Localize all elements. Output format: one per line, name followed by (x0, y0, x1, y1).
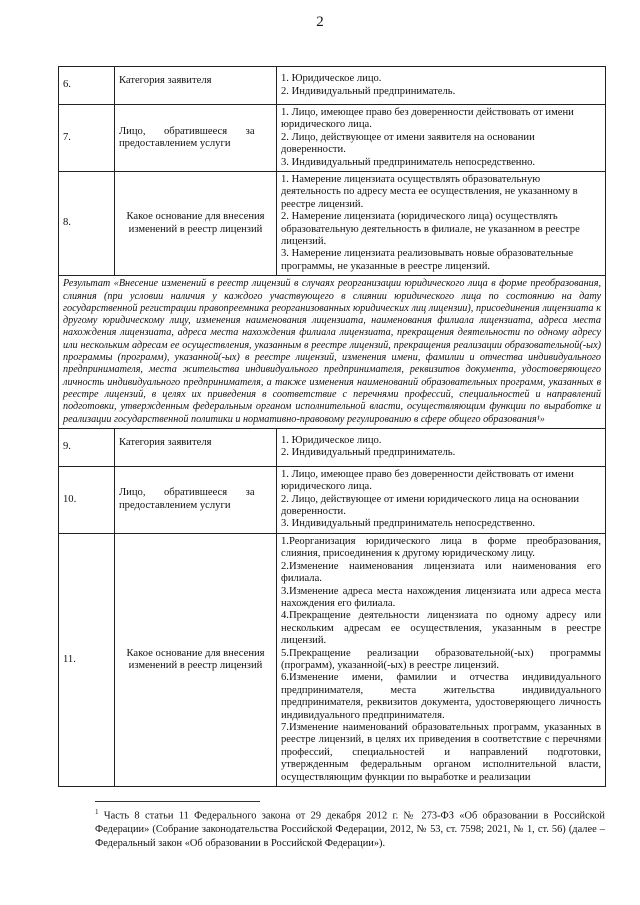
list-item: 4.Прекращение деятельности лицензиата по одному адресу или нескольким адресам ее осуществления, указанным в реестре лицензий. (281, 610, 601, 647)
row-content (277, 172, 606, 276)
list-item: 2. Индивидуальный предприниматель. (281, 447, 456, 459)
row-label-line: Лицо, обратившееся за (119, 125, 255, 137)
footnote-text: Часть 8 статьи 11 Федерального закона от 29 декабря 2012 г. № 273-ФЗ «Об образовании в Российской Федерации» (Собрание законодательства Российской Федерации, 2012, № 53, ст. 7598; 2021, № 1, ст. 56) (далее – Федеральный закон «Об образовании в Российской Федерации»). (95, 810, 605, 849)
row-label: Категория заявителя (115, 67, 277, 105)
table-row (59, 276, 606, 429)
list-item: 3. Индивидуальный предприниматель непосредственно. (281, 518, 536, 530)
row-content (277, 533, 606, 786)
page-number: 2 (316, 14, 324, 30)
list-item: 3. Индивидуальный предприниматель непосредственно. (281, 156, 536, 168)
table-row (59, 466, 606, 533)
table-row (59, 428, 606, 466)
table-row (59, 533, 606, 786)
row-number: 11. (59, 533, 115, 786)
footnote-mark: 1 (95, 808, 99, 816)
row-number: 9. (59, 428, 115, 466)
list-item: 1.Реорганизация юридического лица в форме преобразования, слияния, присоединения к другому юридическому лицу. (281, 535, 601, 560)
row-label-line: предоставлением услуги (119, 499, 231, 511)
row-label (115, 466, 277, 533)
footnote (95, 806, 605, 850)
row-number: 6. (59, 67, 115, 105)
table-row (59, 105, 606, 172)
list-item: 2.Изменение наименования лицензиата или наименования его филиала. (281, 560, 601, 585)
row-label: Какое основание для внесения изменений в реестр лицензий (115, 172, 277, 276)
list-item: 2. Намерение лицензиата (юридического лица) осуществлять образовательную деятельность в филиале, не указанном в реестре лицензий. (281, 211, 580, 248)
row-label-line: предоставлением услуги (119, 138, 231, 150)
list-item: 7.Изменение наименований образовательных программ, указанных в реестре лицензий, в целях их приведения в соответствие с перечнями профессий, специальностей и направлений подготовки, утвержденным федеральным органом исполнительной власти, осуществляющим функции по выработке и реализации (281, 721, 601, 783)
row-number: 8. (59, 172, 115, 276)
list-item: 2. Лицо, действующее от имени заявителя на основании доверенности. (281, 131, 535, 156)
row-content (277, 67, 606, 105)
list-item: 3. Намерение лицензиата реализовывать новые образовательные программы, не указанные в реестре лицензий. (281, 248, 574, 272)
row-label-line: Лицо, обратившееся за (119, 487, 255, 499)
list-item: 1. Намерение лицензиата осуществлять образовательную деятельность по адресу места ее осуществления, не указанному в реестре лицензий. (281, 174, 578, 210)
row-content (277, 105, 606, 172)
list-item: 2. Лицо, действующее от имени юридического лица на основании доверенности. (281, 493, 580, 518)
list-item: 5.Прекращение реализации образовательной(-ых) программы (программ), указанной(-ых) в реестре лицензий. (281, 647, 601, 671)
list-item: 3.Изменение адреса места нахождения лицензиата или адреса места нахождения его филиала. (281, 585, 601, 609)
list-item: 6.Изменение имени, фамилии и отчества индивидуального предпринимателя, места жительства индивидуального предпринимателя, реквизитов документа, удостоверяющего личность индивидуального предпринимателя. (281, 672, 601, 721)
result-description: Результат «Внесение изменений в реестр лицензий в случаях реорганизации юридического лица в форме преобразования, слияния (при условии наличия у каждого участвующего в слиянии юридического лица по состоянию на дату государственной регистрации правопреемника реорганизованных юридических лиц лицензии), присоединения лицензиата к другому юридическому лицу, изменения наименования лицензиата, наименования филиала лицензиата, адреса места нахождения лицензиата, адреса места нахождения филиала лицензиата, прекращения деятельности по одному адресу или нескольким адресам ее осуществления, указанным в реестре лицензий, прекращения реализации образовательной(-ых) программы (программ), указанной(-ых) в реестре лицензий, изменения имени, фамилии и отчества индивидуального предпринимателя, места жительства индивидуального предпринимателя, реквизитов документа, удостоверяющего личность индивидуального предпринимателя, а также изменения наименований образовательных программ, указанных в реестре лицензий, в целях их приведения в соответствие с перечнями профессий, специальностей и направлений подготовки, утвержденным федеральным органом исполнительной власти, осуществляющим функции по выработке и реализации государственной политики и нормативно-правовому регулированию в сфере общего образования¹» (59, 276, 606, 429)
table-row (59, 67, 606, 105)
row-label (115, 105, 277, 172)
row-label: Категория заявителя (115, 428, 277, 466)
row-label: Какое основание для внесения изменений в реестр лицензий (115, 533, 277, 786)
table-row (59, 172, 606, 276)
footnote-divider (95, 801, 260, 802)
list-item: 1. Лицо, имеющее право без доверенности действовать от имени юридического лица. (281, 107, 574, 131)
row-number: 10. (59, 466, 115, 533)
list-item: 1. Юридическое лицо. (281, 73, 382, 85)
list-item: 1. Лицо, имеющее право без доверенности действовать от имени юридического лица. (281, 468, 574, 493)
services-table (58, 66, 606, 787)
list-item: 1. Юридическое лицо. (281, 434, 382, 446)
row-content (277, 466, 606, 533)
list-item: 2. Индивидуальный предприниматель. (281, 85, 456, 97)
row-number: 7. (59, 105, 115, 172)
row-content (277, 428, 606, 466)
